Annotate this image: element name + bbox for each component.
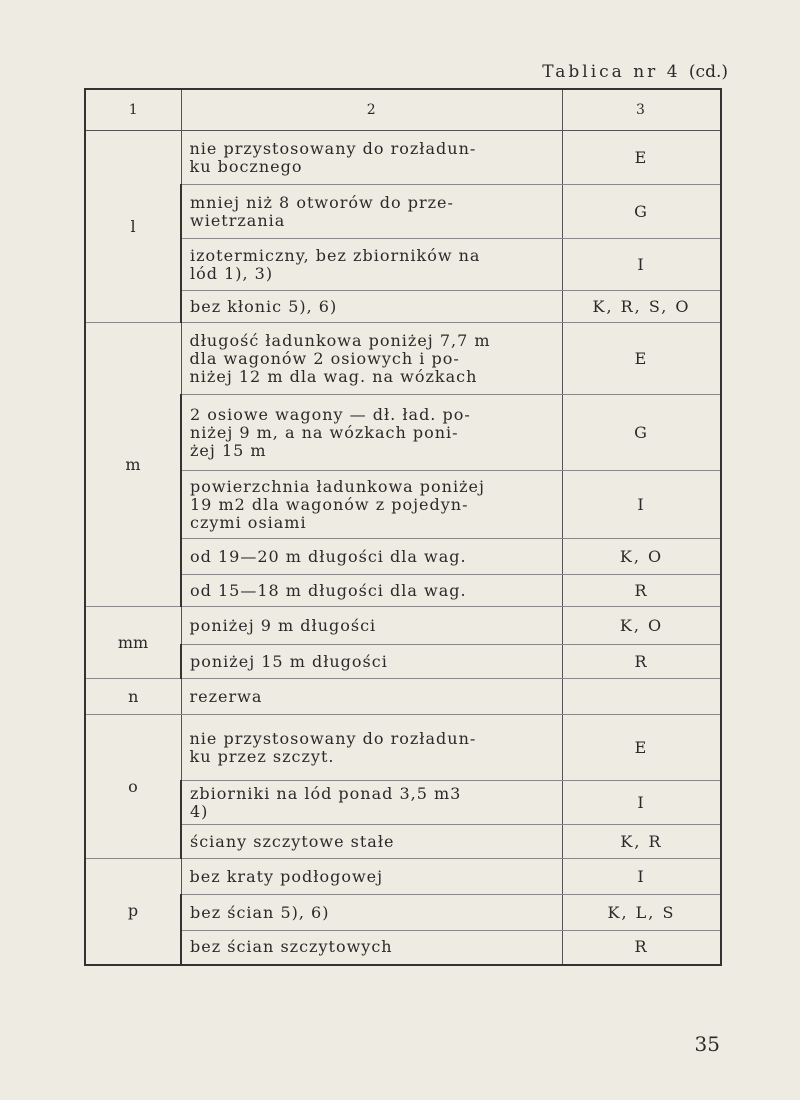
group-key-cell: p: [85, 859, 181, 965]
description-cell: poniżej 15 m długości: [181, 645, 563, 679]
table-header-row: [85, 89, 721, 131]
description-cell: długość ładunkowa poniżej 7,7 m dla wagonów 2 osiowych i po- niżej 12 m dla wag. na wózkach: [181, 323, 563, 395]
description-cell: bez kraty podłogowej: [181, 859, 563, 895]
code-cell: E: [563, 715, 722, 781]
table-row: [85, 323, 721, 395]
description-cell: od 19—20 m długości dla wag.: [181, 539, 563, 575]
code-cell: E: [563, 323, 722, 395]
code-cell: K, O: [563, 539, 722, 575]
table-row: [85, 239, 721, 291]
description-cell: zbiorniki na lód ponad 3,5 m3 4): [181, 781, 563, 825]
code-cell: I: [563, 859, 722, 895]
column-header-3: 3: [563, 89, 722, 131]
description-cell: od 15—18 m długości dla wag.: [181, 575, 563, 607]
description-cell: ściany szczytowe stałe: [181, 825, 563, 859]
code-cell: K, R, S, O: [563, 291, 722, 323]
table-row: [85, 575, 721, 607]
code-cell: G: [563, 395, 722, 471]
table-title-suffix: (cd.): [688, 62, 728, 82]
description-cell: poniżej 9 m długości: [181, 607, 563, 645]
table-row: [85, 931, 721, 965]
table-row: [85, 781, 721, 825]
group-key-cell: n: [85, 679, 181, 715]
table-row: [85, 859, 721, 895]
table-row: [85, 131, 721, 185]
code-cell: R: [563, 575, 722, 607]
code-cell: [563, 679, 722, 715]
description-cell: mniej niż 8 otworów do prze- wietrzania: [181, 185, 563, 239]
group-key-cell: l: [85, 131, 181, 323]
column-header-1: 1: [85, 89, 181, 131]
description-cell: izotermiczny, bez zbiorników na lód 1), 3): [181, 239, 563, 291]
code-cell: E: [563, 131, 722, 185]
table-row: [85, 607, 721, 645]
description-cell: rezerwa: [181, 679, 563, 715]
table-row: [85, 395, 721, 471]
code-cell: R: [563, 931, 722, 965]
table-row: [85, 895, 721, 931]
description-cell: 2 osiowe wagony — dł. ład. po- niżej 9 m, a na wózkach poni- żej 15 m: [181, 395, 563, 471]
description-cell: bez kłonic 5), 6): [181, 291, 563, 323]
table-title: Tablica nr 4: [542, 62, 681, 82]
table-row: [85, 291, 721, 323]
description-cell: powierzchnia ładunkowa poniżej 19 m2 dla wagonów z pojedyn- czymi osiami: [181, 471, 563, 539]
description-cell: bez ścian 5), 6): [181, 895, 563, 931]
table-row: [85, 471, 721, 539]
code-cell: K, R: [563, 825, 722, 859]
code-cell: G: [563, 185, 722, 239]
group-key-cell: o: [85, 715, 181, 859]
code-cell: K, L, S: [563, 895, 722, 931]
group-key-cell: m: [85, 323, 181, 607]
code-cell: I: [563, 471, 722, 539]
page-title: [542, 62, 728, 82]
code-cell: R: [563, 645, 722, 679]
description-cell: nie przystosowany do rozładun- ku przez szczyt.: [181, 715, 563, 781]
description-cell: nie przystosowany do rozładun- ku bocznego: [181, 131, 563, 185]
table-row: [85, 825, 721, 859]
table-row: [85, 539, 721, 575]
table-row: [85, 645, 721, 679]
code-cell: K, O: [563, 607, 722, 645]
classification-table: [84, 88, 722, 988]
table-row: [85, 715, 721, 781]
code-cell: I: [563, 781, 722, 825]
code-cell: I: [563, 239, 722, 291]
column-header-2: 2: [181, 89, 563, 131]
table: [84, 88, 722, 966]
page-number: 35: [694, 1032, 720, 1056]
group-key-cell: mm: [85, 607, 181, 679]
description-cell: bez ścian szczytowych: [181, 931, 563, 965]
table-row: [85, 679, 721, 715]
table-row: [85, 185, 721, 239]
